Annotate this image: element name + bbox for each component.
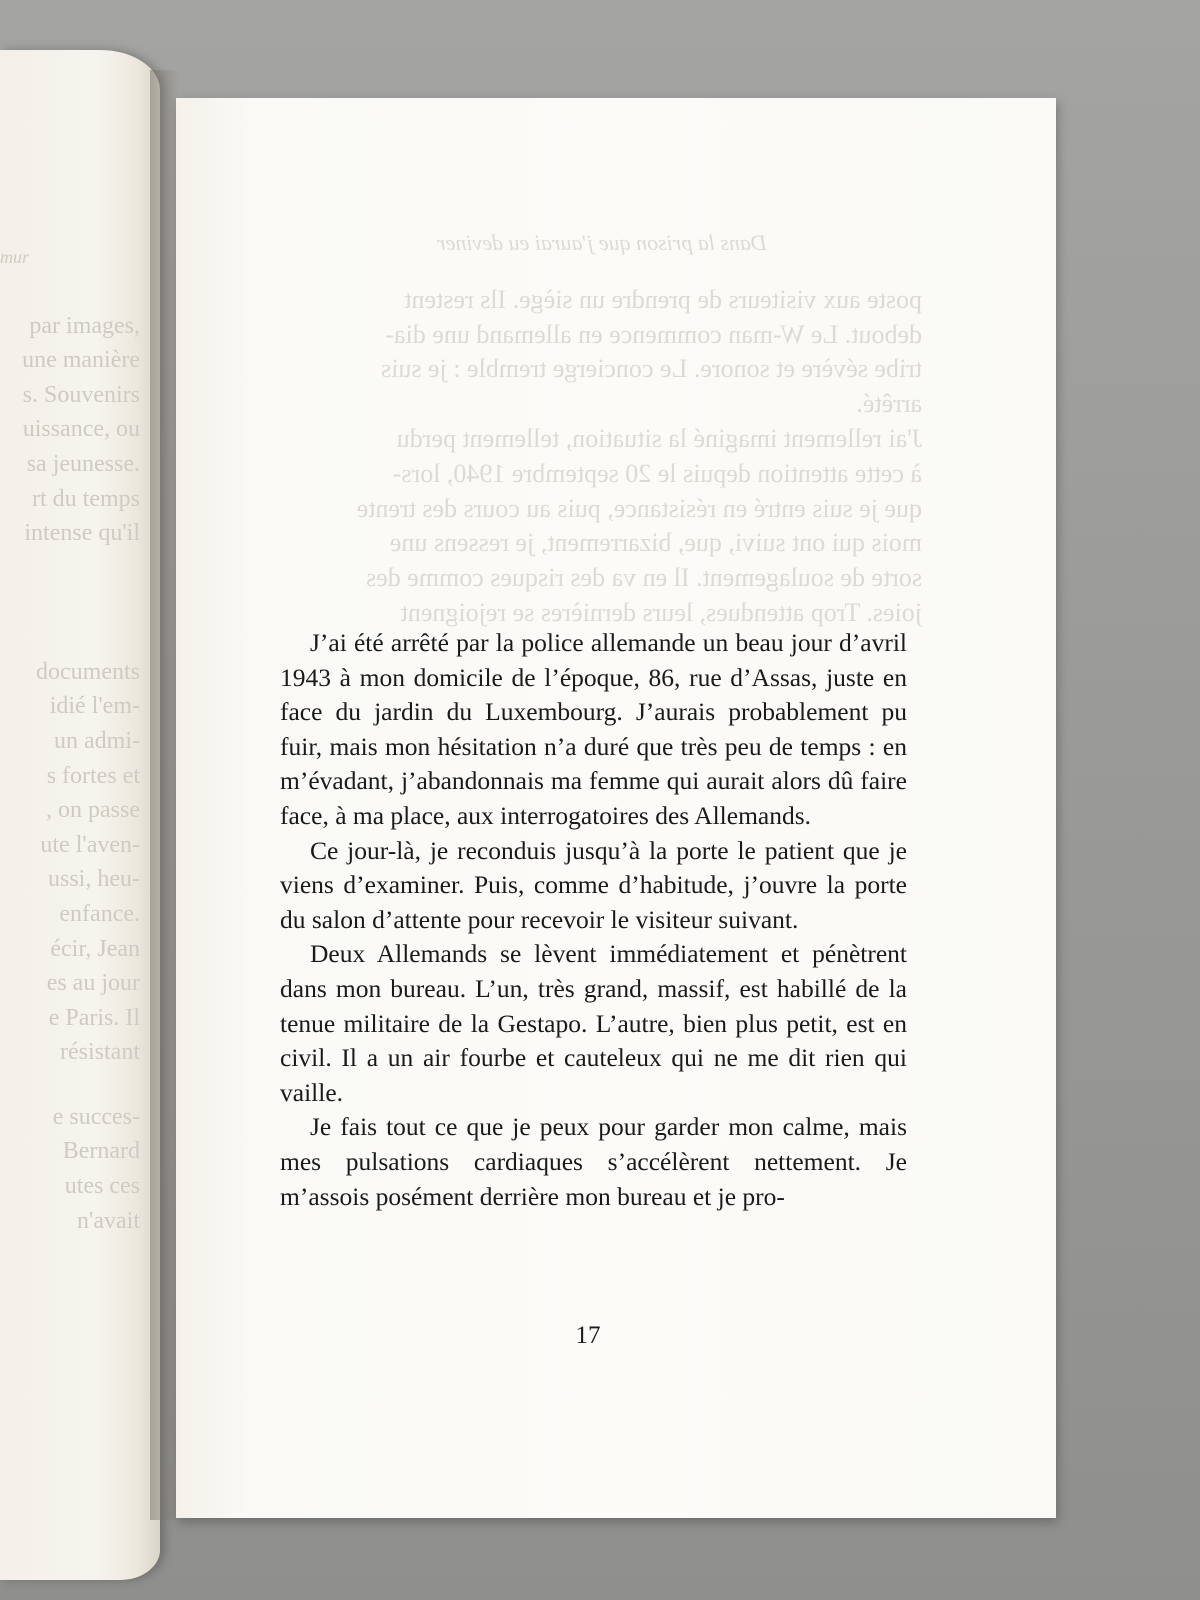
page-number: 17 xyxy=(575,1322,601,1349)
paragraph: Je fais tout ce que je peux pour garder mon calme, mais mes pulsations cardiaques s’accélèrent nettement. Je m’assois posément derrière mon bureau et je pro- xyxy=(280,1112,907,1211)
paragraph: Deux Allemands se lèvent immédiatement et pénètrent dans mon bureau. L’un, très grand, massif, est habillé de la tenue militaire de la Gestapo. L’autre, bien plus petit, est en civil. Il a un air fourbe et cauteleux qui ne me dit rien qui vaille. xyxy=(280,939,907,1107)
show-through-text: Dans la prison que j'aurai eu deviner poste aux visiteurs de prendre un siège. Ils restent debout. Le W-man commence en allemand une dia- tribe sévère et sonore. Le concierge tremble : je suis arrêté. J'ai rellement imaginé la situation, tellement perdu à cette attention depuis le 20 septembre 1940, lors- que je suis entré en résistance, puis au cours des trente mois qui ont suivi, que, bizarrement, je ressens une sorte de soulagement. Il en va des risques comme des joies. Trop attendues, leurs dernières se rejoignent xyxy=(356,230,922,627)
paragraph: Ce jour-là, je reconduis jusqu’à la porte le patient que je viens d’examiner. Puis, comme d’habitude, j’ouvre la porte du salon d’attente pour recevoir le visiteur suivant. xyxy=(280,835,907,934)
main-text xyxy=(280,626,907,1214)
left-page-faint-text: mur par images, une manière s. Souvenirs uissance, ou sa jeunesse. rt du temps intense qu'il documents idié l'em- un admi- s fortes et , on passe ute l'aven- ussi, heu- enfance. écir, Jean es au jour e Paris. Il résistant e succes- Bernard utes ces n'avait xyxy=(0,247,140,1234)
paragraph: J’ai été arrêté par la police allemande un beau jour d’avril 1943 à mon domicile de l’époque, 86, rue d’Assas, juste en face du jardin du Luxembourg. J’aurais probablement pu fuir, mais mon hésitation n’a duré que très peu de temps : en m’évadant, j’abandonnais ma femme qui aurait alors dû faire face, à ma place, aux interrogatoires des Allemands. xyxy=(280,628,907,830)
left-page[interactable] xyxy=(0,50,160,1580)
